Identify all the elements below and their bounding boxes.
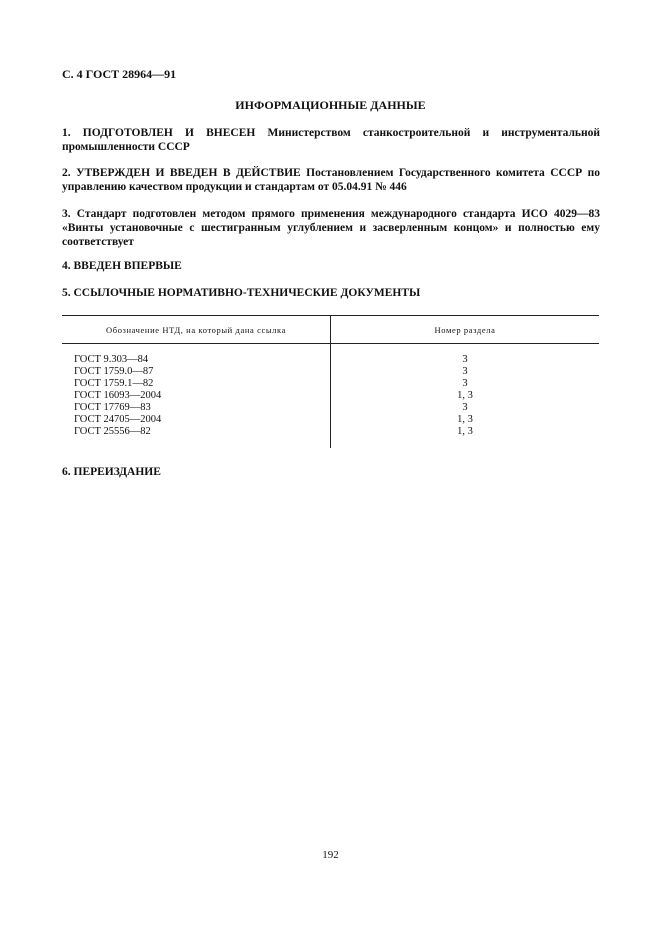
- cell-section: 1, 3: [457, 390, 473, 401]
- cell-document: ГОСТ 1759.0—87: [62, 366, 331, 378]
- info-item-3-text: Стандарт подготовлен методом прямого применения международного стандарта ИСО 4029—83 «Винты установочные с шестигранным углублением и засверленным концом» и полностью ему соответствует: [62, 208, 600, 248]
- cell-section: 1, 3: [457, 426, 473, 437]
- info-item-6: [62, 465, 600, 479]
- table-row: [62, 366, 599, 378]
- table-row: [62, 378, 599, 390]
- table-row: [62, 344, 599, 367]
- cell-document: ГОСТ 25556—82: [62, 426, 331, 448]
- cell-document: ГОСТ 16093—2004: [62, 390, 331, 402]
- cell-document: ГОСТ 9.303—84: [62, 344, 331, 367]
- info-item-3-lead: 3.: [62, 208, 71, 220]
- table-row: [62, 414, 599, 426]
- cell-document: ГОСТ 17769—83: [62, 402, 331, 414]
- cell-section: 3: [462, 378, 468, 389]
- cell-section: 3: [462, 402, 468, 413]
- info-item-6-lead: 6. ПЕРЕИЗДАНИЕ: [62, 466, 161, 478]
- info-item-5-lead: 5. ССЫЛОЧНЫЕ НОРМАТИВНО-ТЕХНИЧЕСКИЕ ДОКУМЕНТЫ: [62, 287, 421, 299]
- table-row: [62, 402, 599, 414]
- info-item-1-text: Министерством станкостроительной и инструментальной промышленности СССР: [62, 127, 600, 153]
- table-header-row: [62, 316, 599, 344]
- info-item-1: [62, 126, 600, 154]
- col-header-document: Обозначение НТД, на который дана ссылка: [62, 316, 331, 344]
- page-number: 192: [322, 849, 339, 861]
- cell-section: 3: [462, 354, 468, 365]
- section-title: ИНФОРМАЦИОННЫЕ ДАННЫЕ: [235, 98, 426, 112]
- table-row: [62, 426, 599, 448]
- info-item-3: [62, 207, 600, 249]
- page-header: С. 4 ГОСТ 28964—91: [62, 67, 177, 81]
- info-item-1-lead: 1. ПОДГОТОВЛЕН И ВНЕСЕН: [62, 127, 256, 139]
- table-row: [62, 390, 599, 402]
- info-item-2: [62, 166, 600, 194]
- col-header-section: Номер раздела: [331, 316, 600, 344]
- info-item-4-lead: 4. ВВЕДЕН ВПЕРВЫЕ: [62, 260, 182, 272]
- info-item-5: [62, 286, 600, 300]
- cell-document: ГОСТ 1759.1—82: [62, 378, 331, 390]
- info-item-2-text: Постановлением Государственного комитета СССР по управлению качеством продукции и стандартам от 05.04.91 № 446: [62, 167, 600, 193]
- cell-section: 3: [462, 366, 468, 377]
- cell-document: ГОСТ 24705—2004: [62, 414, 331, 426]
- cell-section: 1, 3: [457, 414, 473, 425]
- info-item-4: [62, 259, 600, 273]
- info-item-2-lead: 2. УТВЕРЖДЕН И ВВЕДЕН В ДЕЙСТВИЕ: [62, 167, 301, 179]
- references-table: [62, 315, 599, 448]
